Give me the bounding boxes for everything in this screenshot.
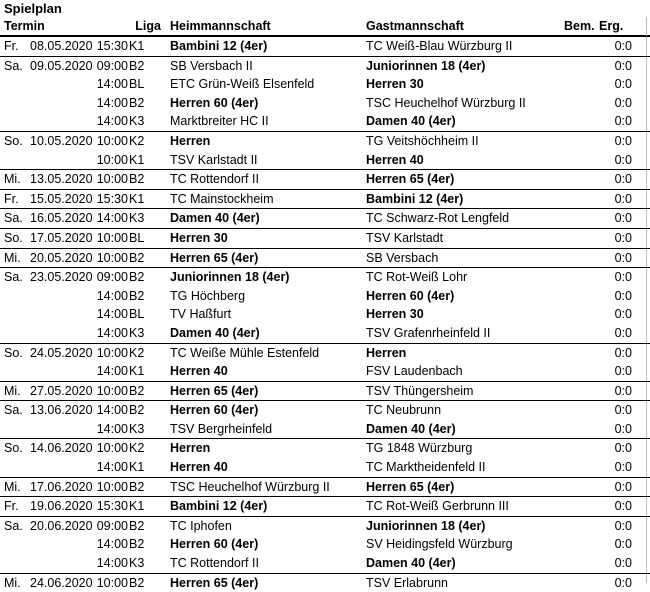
league: K2 [129, 441, 145, 456]
page-title: Spielplan [4, 1, 62, 16]
table-row [0, 554, 650, 573]
guest-team: Herren 60 (4er) [366, 288, 455, 303]
result: 0:0 [614, 364, 632, 379]
table-row [0, 151, 650, 170]
guest-team: Damen 40 (4er) [366, 556, 456, 571]
league: B2 [129, 58, 145, 73]
league: B2 [129, 537, 145, 552]
match-time: 14:00 [96, 364, 128, 379]
guest-team: Herren 65 (4er) [366, 479, 455, 494]
table-row [0, 343, 650, 363]
date: 10.05.2020 [30, 133, 93, 148]
weekday: Mi. [4, 479, 21, 494]
guest-team: TSV Erlabrunn [366, 575, 448, 590]
table-row [0, 362, 650, 381]
table-row [0, 75, 650, 94]
league: B2 [129, 270, 145, 285]
result: 0:0 [614, 537, 632, 552]
weekday: Mi. [4, 250, 21, 265]
home-team: ETC Grün-Weiß Elsenfeld [170, 77, 315, 92]
table-row [0, 267, 650, 287]
guest-team: Bambini 12 (4er) [366, 191, 464, 206]
table-row [0, 381, 650, 401]
home-team: Herren 60 (4er) [170, 537, 259, 552]
home-team: Herren [170, 133, 211, 148]
guest-team: TSV Grafenrheinfeld II [366, 325, 491, 340]
match-time: 10:00 [96, 441, 128, 456]
league: K3 [129, 556, 145, 571]
home-team: Herren 65 (4er) [170, 575, 259, 590]
weekday: Fr. [4, 191, 19, 206]
table-row [0, 535, 650, 554]
league: B2 [129, 250, 145, 265]
table-row [0, 477, 650, 497]
table-row [0, 169, 650, 189]
guest-team: TSC Heuchelhof Würzburg II [366, 95, 526, 110]
result: 0:0 [614, 518, 632, 533]
league: BL [129, 77, 145, 92]
weekday: So. [4, 345, 23, 360]
date: 15.05.2020 [30, 191, 93, 206]
guest-team: Herren 65 (4er) [366, 172, 455, 187]
guest-team: TC Schwarz-Rot Lengfeld [366, 211, 510, 226]
date: 08.05.2020 [30, 39, 93, 53]
home-team: Herren 60 (4er) [170, 403, 259, 418]
result: 0:0 [614, 152, 632, 167]
match-time: 10:00 [96, 479, 128, 494]
result: 0:0 [614, 230, 632, 245]
result: 0:0 [614, 95, 632, 110]
result: 0:0 [614, 556, 632, 571]
home-team: TG Höchberg [170, 288, 246, 303]
table-row [0, 112, 650, 131]
header-erg: Erg. [599, 19, 624, 33]
home-team: TC Rottendorf II [170, 172, 259, 187]
weekday: So. [4, 230, 23, 245]
league: B2 [129, 172, 145, 187]
home-team: Damen 40 (4er) [170, 211, 260, 226]
match-time: 10:00 [96, 152, 128, 167]
table-row [0, 324, 650, 343]
guest-team: TG Veitshöchheim II [366, 133, 479, 148]
match-time: 14:00 [96, 325, 128, 340]
guest-team: SV Heidingsfeld Würzburg [366, 537, 513, 552]
home-team: Herren 40 [170, 460, 228, 475]
league: B2 [129, 479, 145, 494]
table-row [0, 420, 650, 439]
table-row [0, 131, 650, 151]
home-team: Bambini 12 (4er) [170, 499, 268, 514]
match-time: 14:00 [96, 460, 128, 475]
weekday: So. [4, 441, 23, 456]
guest-team: TSV Thüngersheim [366, 383, 474, 398]
table-row [0, 248, 650, 268]
date: 23.05.2020 [30, 270, 93, 285]
guest-team: Damen 40 (4er) [366, 421, 456, 436]
match-time: 14:00 [96, 288, 128, 303]
home-team: Bambini 12 (4er) [170, 39, 268, 53]
result: 0:0 [614, 288, 632, 303]
table-row [0, 189, 650, 209]
league: K2 [129, 133, 145, 148]
league: B2 [129, 403, 145, 418]
header-home-team: Heimmannschaft [170, 19, 271, 33]
guest-team: Herren 40 [366, 152, 424, 167]
date: 20.05.2020 [30, 250, 93, 265]
date: 09.05.2020 [30, 58, 93, 73]
home-team: Herren 30 [170, 230, 228, 245]
guest-team: TC Rot-Weiß Gerbrunn III [366, 499, 509, 514]
home-team: Herren 40 [170, 364, 228, 379]
table-header [0, 17, 650, 35]
result: 0:0 [614, 421, 632, 436]
date: 24.05.2020 [30, 345, 93, 360]
league: B2 [129, 518, 145, 533]
guest-team: Juniorinnen 18 (4er) [366, 58, 486, 73]
home-team: Herren 65 (4er) [170, 250, 259, 265]
result: 0:0 [614, 441, 632, 456]
home-team: TC Mainstockheim [170, 191, 274, 206]
league: K1 [129, 39, 145, 53]
league: K1 [129, 364, 145, 379]
table-row [0, 305, 650, 324]
schedule-table-body [0, 36, 650, 592]
league: K3 [129, 114, 145, 129]
match-time: 10:00 [96, 133, 128, 148]
date: 16.05.2020 [30, 211, 93, 226]
date: 27.05.2020 [30, 383, 93, 398]
table-row [0, 458, 650, 477]
table-row [0, 94, 650, 113]
guest-team: Herren 30 [366, 77, 424, 92]
league: K1 [129, 460, 145, 475]
match-time: 10:00 [96, 230, 128, 245]
date: 14.06.2020 [30, 441, 93, 456]
guest-team: SB Versbach [366, 250, 439, 265]
match-time: 15:30 [96, 39, 128, 53]
weekday: Mi. [4, 383, 21, 398]
result: 0:0 [614, 211, 632, 226]
match-time: 15:30 [96, 191, 128, 206]
result: 0:0 [614, 133, 632, 148]
home-team: TC Rottendorf II [170, 556, 259, 571]
header-guest-team: Gastmannschaft [366, 19, 464, 33]
date: 24.06.2020 [30, 575, 93, 590]
result: 0:0 [614, 191, 632, 206]
table-row [0, 287, 650, 306]
league: B2 [129, 383, 145, 398]
guest-team: Juniorinnen 18 (4er) [366, 518, 486, 533]
table-row [0, 496, 650, 516]
match-time: 14:00 [96, 403, 128, 418]
league: K2 [129, 345, 145, 360]
match-time: 14:00 [96, 307, 128, 322]
league: K3 [129, 325, 145, 340]
table-row [0, 438, 650, 458]
weekday: Sa. [4, 518, 23, 533]
guest-team: TC Marktheidenfeld II [366, 460, 486, 475]
home-team: TSC Heuchelhof Würzburg II [170, 479, 330, 494]
result: 0:0 [614, 39, 632, 53]
home-team: Juniorinnen 18 (4er) [170, 270, 290, 285]
result: 0:0 [614, 307, 632, 322]
table-row [0, 208, 650, 228]
league: K1 [129, 499, 145, 514]
guest-team: TC Weiß-Blau Würzburg II [366, 39, 513, 53]
date: 13.05.2020 [30, 172, 93, 187]
guest-team: Herren 30 [366, 307, 424, 322]
home-team: Damen 40 (4er) [170, 325, 260, 340]
league: K1 [129, 152, 145, 167]
league: K3 [129, 211, 145, 226]
result: 0:0 [614, 383, 632, 398]
match-time: 09:00 [96, 518, 128, 533]
league: B2 [129, 288, 145, 303]
guest-team: Damen 40 (4er) [366, 114, 456, 129]
match-time: 10:00 [96, 575, 128, 590]
header-termin: Termin [4, 19, 45, 33]
guest-team: TC Rot-Weiß Lohr [366, 270, 468, 285]
date: 20.06.2020 [30, 518, 93, 533]
result: 0:0 [614, 270, 632, 285]
guest-team: TG 1848 Würzburg [366, 441, 473, 456]
home-team: TC Iphofen [170, 518, 232, 533]
league: B2 [129, 95, 145, 110]
match-time: 09:00 [96, 58, 128, 73]
weekday: Mi. [4, 575, 21, 590]
league: K3 [129, 421, 145, 436]
result: 0:0 [614, 58, 632, 73]
guest-team: TSV Karlstadt [366, 230, 444, 245]
home-team: Marktbreiter HC II [170, 114, 269, 129]
table-row [0, 573, 650, 592]
weekday: Sa. [4, 403, 23, 418]
home-team: TSV Bergrheinfeld [170, 421, 273, 436]
weekday: Fr. [4, 39, 19, 53]
league: B2 [129, 575, 145, 590]
weekday: So. [4, 133, 23, 148]
result: 0:0 [614, 575, 632, 590]
league: BL [129, 307, 145, 322]
match-time: 14:00 [96, 77, 128, 92]
date: 19.06.2020 [30, 499, 93, 514]
table-row [0, 516, 650, 536]
match-time: 10:00 [96, 345, 128, 360]
home-team: Herren [170, 441, 211, 456]
table-row [0, 228, 650, 248]
league: BL [129, 230, 145, 245]
date: 17.06.2020 [30, 479, 93, 494]
result: 0:0 [614, 403, 632, 418]
result: 0:0 [614, 460, 632, 475]
result: 0:0 [614, 77, 632, 92]
result: 0:0 [614, 499, 632, 514]
match-time: 14:00 [96, 556, 128, 571]
match-time: 14:00 [96, 421, 128, 436]
weekday: Sa. [4, 270, 23, 285]
result: 0:0 [614, 479, 632, 494]
table-row [0, 400, 650, 420]
result: 0:0 [614, 114, 632, 129]
weekday: Sa. [4, 211, 23, 226]
league: K1 [129, 191, 145, 206]
header-liga: Liga [135, 19, 161, 33]
guest-team: FSV Laudenbach [366, 364, 463, 379]
home-team: SB Versbach II [170, 58, 253, 73]
home-team: TSV Karlstadt II [170, 152, 258, 167]
home-team: TC Weiße Mühle Estenfeld [170, 345, 320, 360]
weekday: Sa. [4, 58, 23, 73]
result: 0:0 [614, 172, 632, 187]
match-time: 14:00 [96, 114, 128, 129]
header-bem: Bem. [564, 19, 595, 33]
match-time: 14:00 [96, 537, 128, 552]
match-time: 09:00 [96, 270, 128, 285]
result: 0:0 [614, 345, 632, 360]
date: 13.06.2020 [30, 403, 93, 418]
home-team: Herren 65 (4er) [170, 383, 259, 398]
match-time: 10:00 [96, 250, 128, 265]
table-row [0, 36, 650, 56]
match-time: 14:00 [96, 95, 128, 110]
result: 0:0 [614, 250, 632, 265]
weekday: Mi. [4, 172, 21, 187]
match-time: 10:00 [96, 383, 128, 398]
result: 0:0 [614, 325, 632, 340]
guest-team: TC Neubrunn [366, 403, 442, 418]
guest-team: Herren [366, 345, 407, 360]
weekday: Fr. [4, 499, 19, 514]
match-time: 15:30 [96, 499, 128, 514]
home-team: TV Haßfurt [170, 307, 232, 322]
match-time: 10:00 [96, 172, 128, 187]
match-time: 14:00 [96, 211, 128, 226]
table-row [0, 56, 650, 76]
date: 17.05.2020 [30, 230, 93, 245]
home-team: Herren 60 (4er) [170, 95, 259, 110]
